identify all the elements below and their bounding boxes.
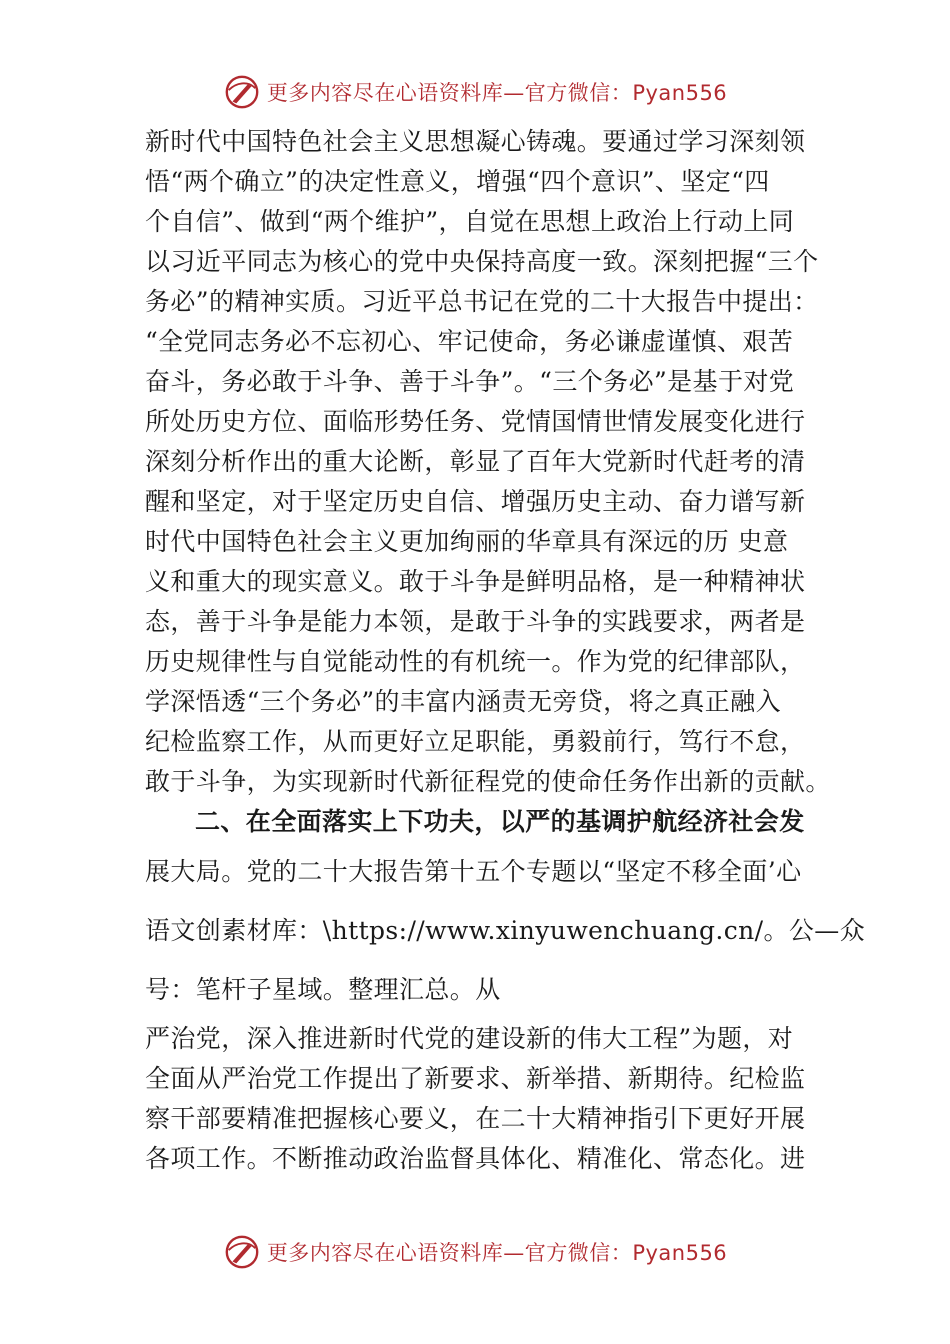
wechat-id: Pyan556 [632, 81, 728, 105]
paragraph-2 [145, 842, 866, 1019]
text-line: 义和重大的现实意义。敢于斗争是鲜明品格，是一种精神状 [145, 567, 806, 596]
pen-logo-icon [223, 1233, 261, 1271]
document-body [145, 122, 866, 1179]
text-line: 各项工作。不断推动政治监督具体化、精准化、常态化。进 [145, 1144, 806, 1173]
paragraph-3 [145, 1019, 815, 1179]
text-line: 新时代中国特色社会主义思想凝心铸魂。要通过学习深刻领 [145, 127, 806, 156]
text-line: 全面从严治党工作提出了新要求、新举措、新期待。纪检监 [145, 1064, 806, 1093]
text-line: 以习近平同志为核心的党中央保持高度一致。深刻把握“三个 [145, 247, 819, 276]
text-line: 时代中国特色社会主义更加绚丽的华章具有深远的历 史意 [145, 527, 789, 556]
text-line: 语文创素材库：\https://www.xinyuwenchuang.cn/。公—众 [145, 916, 866, 945]
section-heading: 二、在全面落实上下功夫，以严的基调护航经济社会发 [195, 807, 805, 836]
text-line: 悟“两个确立”的决定性意义，增强“四个意识”、坚定“四 [145, 167, 770, 196]
text-line: 个自信”、做到“两个维护”，自觉在思想上政治上行动上同 [145, 207, 795, 236]
paragraph-1 [145, 122, 831, 802]
text-line: 纪检监察工作，从而更好立足职能，勇毅前行，笃行不怠， [145, 727, 806, 756]
banner-text [267, 1237, 727, 1267]
text-line: 敢于斗争，为实现新时代新征程党的使命任务作出新的贡献。 [145, 767, 831, 796]
text-line: 奋斗，务必敢于斗争、善于斗争”。“三个务必”是基于对党 [145, 367, 795, 396]
text-line: 学深悟透“三个务必”的丰富内涵责无旁贷，将之真正融入 [145, 687, 781, 716]
text-line: 务必”的精神实质。习近平总书记在党的二十大报告中提出： [145, 287, 819, 316]
text-line: 察干部要精准把握核心要义，在二十大精神指引下更好开展 [145, 1104, 806, 1133]
text-line: 态，善于斗争是能力本领，是敢于斗争的实践要求，两者是 [145, 607, 806, 636]
text-line: 号：笔杆子星域。整理汇总。从 [145, 975, 501, 1004]
header-banner [0, 72, 950, 112]
banner-label: 更多内容尽在心语资料库—官方微信： [266, 1241, 633, 1265]
text-line: 历史规律性与自觉能动性的有机统一。作为党的纪律部队， [145, 647, 806, 676]
banner-label: 更多内容尽在心语资料库—官方微信： [266, 81, 633, 105]
banner-text [267, 77, 727, 107]
text-line: “全党同志务必不忘初心、牢记使命，务必谦虚谨慎、艰苦 [145, 327, 794, 356]
footer-banner [0, 1232, 950, 1272]
text-line: 所处历史方位、面临形势任务、党情国情世情发展变化进行 [145, 407, 806, 436]
text-line: 展大局。党的二十大报告第十五个专题以“坚定不移全面’心 [145, 857, 802, 886]
text-line: 严治党，深入推进新时代党的建设新的伟大工程”为题，对 [145, 1024, 794, 1053]
text-line: 醒和坚定，对于坚定历史自信、增强历史主动、奋力谱写新 [145, 487, 806, 516]
wechat-id: Pyan556 [632, 1241, 728, 1265]
pen-logo-icon [223, 73, 261, 111]
text-line: 深刻分析作出的重大论断，彰显了百年大党新时代赶考的清 [145, 447, 806, 476]
